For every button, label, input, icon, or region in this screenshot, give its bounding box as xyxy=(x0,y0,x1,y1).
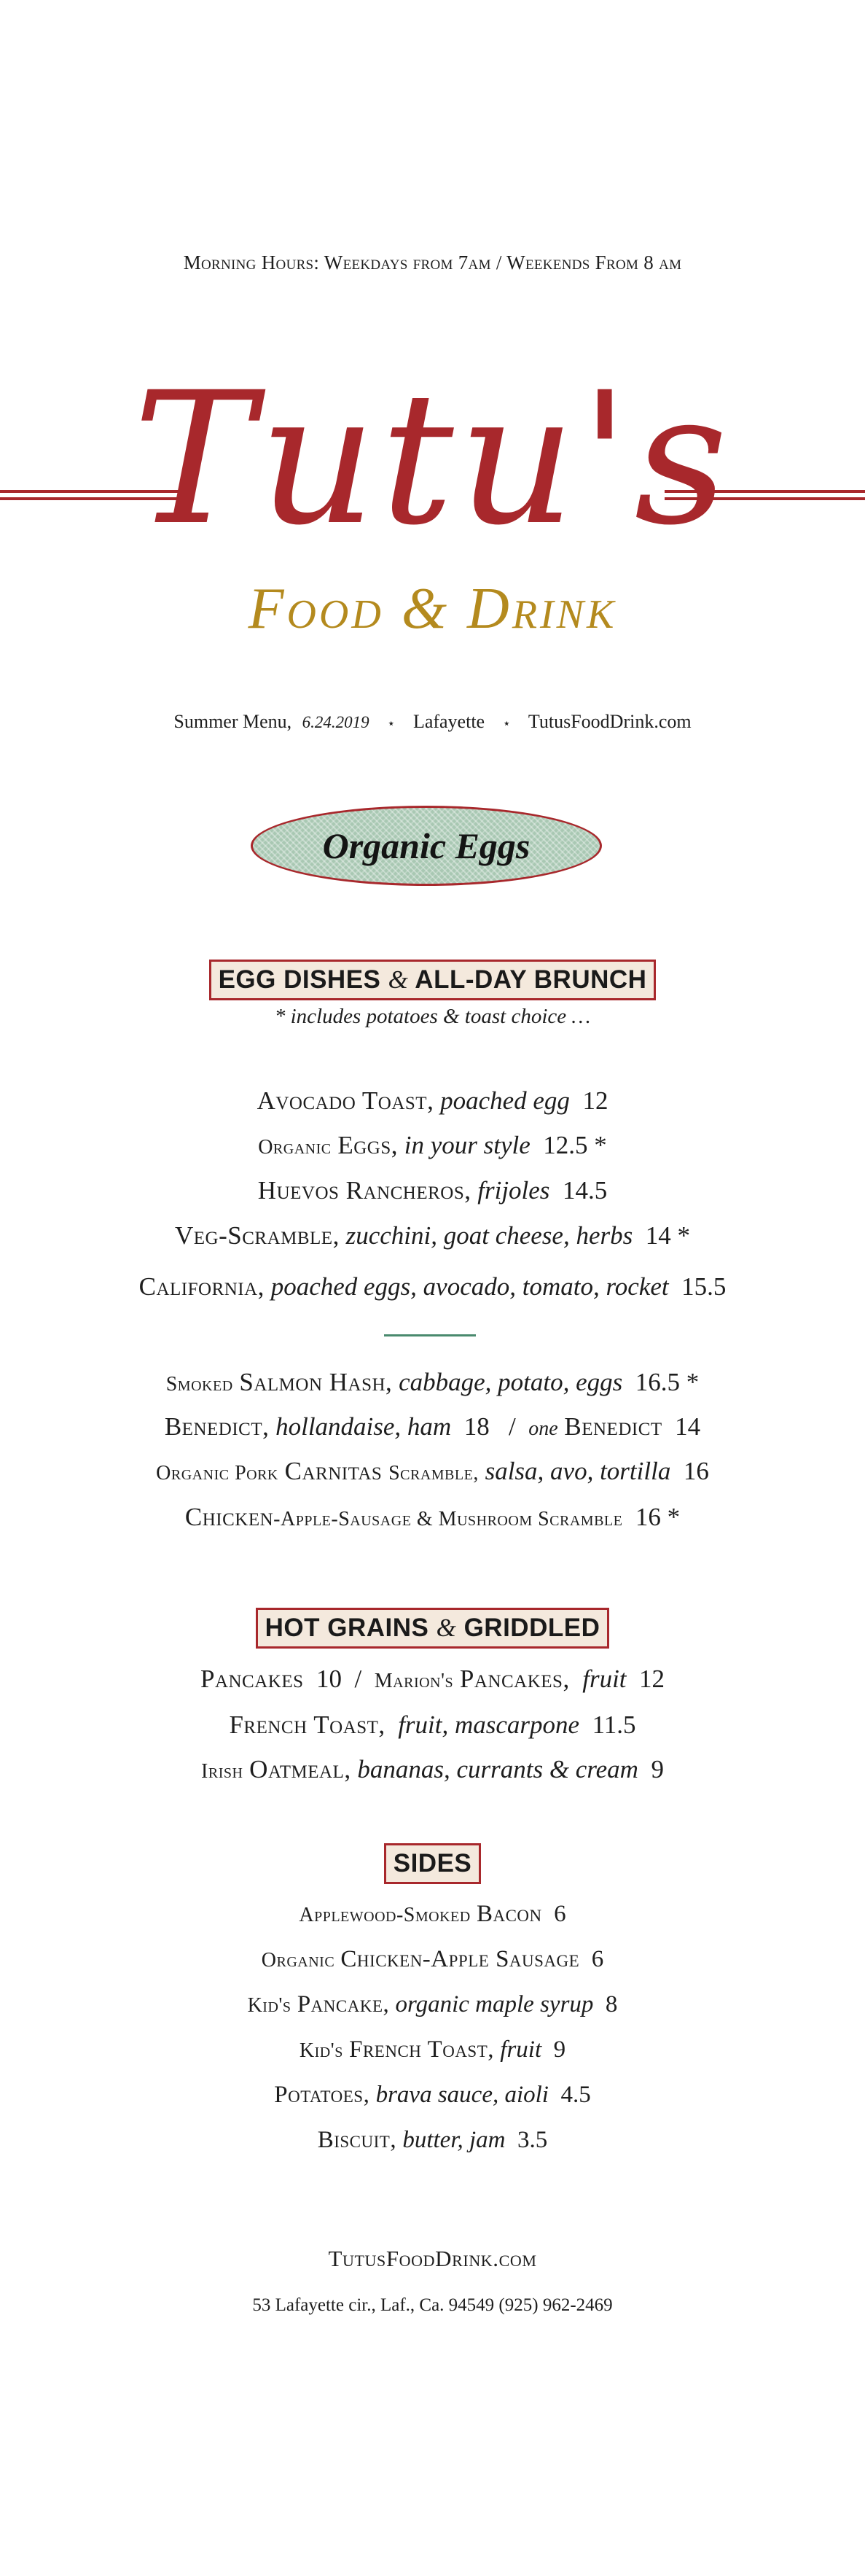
menu-item xyxy=(0,1221,865,1250)
item-name: French Toast, xyxy=(349,2036,495,2063)
star-separator: ⋆ xyxy=(502,715,511,731)
item-description: frijoles xyxy=(477,1176,550,1205)
item-name: Pancake, xyxy=(297,1991,390,2017)
item-price: 3.5 xyxy=(517,2127,548,2153)
item-price: 12 xyxy=(639,1665,665,1693)
item-price: 16 * xyxy=(635,1503,681,1531)
item-name: Chicken-Apple Sausage xyxy=(340,1946,580,1972)
menu-item xyxy=(0,1272,865,1301)
item-name: Bacon xyxy=(476,1901,542,1927)
green-divider xyxy=(384,1334,476,1336)
item-description: fruit xyxy=(582,1665,627,1693)
menu-item xyxy=(0,2082,865,2109)
menu-website: TutusFoodDrink.com xyxy=(528,711,692,732)
section-egg-dishes xyxy=(0,960,865,1000)
menu-item xyxy=(0,1665,865,1694)
item-description: cabbage, potato, eggs xyxy=(399,1368,623,1396)
item-description: poached egg xyxy=(440,1086,570,1115)
menu-item xyxy=(0,1503,865,1532)
item-price: 9 xyxy=(651,1755,664,1783)
item-description: bananas, currants & cream xyxy=(357,1755,638,1783)
section-title-part: HOT GRAINS xyxy=(265,1614,429,1642)
item-prefix: Organic xyxy=(258,1136,332,1159)
item-name: Carnitas xyxy=(284,1457,383,1485)
section-title-box xyxy=(256,1608,610,1649)
item-prefix: Applewood-Smoked xyxy=(299,1904,471,1926)
menu-item xyxy=(0,1412,865,1441)
menu-subline xyxy=(0,711,865,733)
menu-location: Lafayette xyxy=(412,711,485,732)
item-price: 12.5 * xyxy=(543,1131,607,1159)
item-price: 10 xyxy=(316,1665,343,1693)
section-title-part: EGG DISHES xyxy=(218,965,381,994)
item-separator: / xyxy=(508,1412,516,1441)
item-description: zucchini, goat cheese, herbs xyxy=(345,1221,633,1250)
menu-item xyxy=(0,1176,865,1205)
item-price: 8 xyxy=(605,1991,618,2017)
item-prefix: Smoked xyxy=(165,1373,233,1396)
section-title-box xyxy=(209,960,657,1000)
ampersand: & xyxy=(436,1614,457,1642)
menu-item xyxy=(0,1901,865,1928)
menu-date: 6.24.2019 xyxy=(302,713,369,731)
menu-item xyxy=(0,2036,865,2063)
item-prefix: Kid's xyxy=(299,2039,343,2062)
item-price: 18 xyxy=(463,1412,490,1441)
item-name: Chicken xyxy=(184,1503,274,1531)
item-name: Biscuit, xyxy=(317,2127,397,2153)
item-description: fruit, mascarpone xyxy=(398,1711,580,1739)
menu-item xyxy=(0,1755,865,1784)
section-sides xyxy=(0,1843,865,1884)
item-price: 15.5 xyxy=(681,1272,727,1301)
logo-title: Tutu's xyxy=(133,353,732,565)
item-prefix: Organic xyxy=(261,1949,335,1972)
menu-item xyxy=(0,1368,865,1397)
footer-website: TutusFoodDrink.com xyxy=(328,2246,537,2271)
menu-item xyxy=(0,1991,865,2018)
section-title-part: GRIDDLED xyxy=(463,1614,600,1642)
section-title-part: ALL-DAY BRUNCH xyxy=(415,965,647,994)
menu-item xyxy=(0,1711,865,1740)
menu-season: Summer Menu, xyxy=(173,711,292,732)
item-name: Avocado Toast, xyxy=(257,1086,434,1115)
item-price: 12 xyxy=(582,1086,608,1115)
item-name: Oatmeal, xyxy=(249,1755,351,1783)
item-description: butter, jam xyxy=(402,2127,506,2153)
item-price: 16 xyxy=(683,1457,709,1485)
item-price: 9 xyxy=(553,2036,566,2063)
item-price: 14 xyxy=(675,1412,701,1441)
item-price: 6 xyxy=(591,1946,604,1972)
item-price: 6 xyxy=(554,1901,566,1927)
item-description: in your style xyxy=(404,1131,531,1159)
item-description: organic maple syrup xyxy=(395,1991,594,2017)
section-title-box: SIDES xyxy=(384,1843,482,1884)
item-price: 16.5 * xyxy=(635,1368,700,1396)
item-description: salsa, avo, tortilla xyxy=(485,1457,671,1485)
ampersand: & xyxy=(388,965,409,994)
star-separator: ⋆ xyxy=(387,715,396,731)
item-name: Eggs, xyxy=(337,1131,398,1159)
item-description: poached eggs, avocado, tomato, rocket xyxy=(270,1272,669,1301)
item-name: Huevos Rancheros, xyxy=(257,1176,471,1205)
item-name: Pancakes, xyxy=(459,1665,570,1693)
item-prefix: Organic Pork xyxy=(156,1462,278,1484)
item-price: 4.5 xyxy=(560,2082,591,2108)
menu-item xyxy=(0,1457,865,1486)
footer-address: 53 Lafayette cir., Laf., Ca. 94549 (925) 962-2469 xyxy=(252,2295,613,2315)
item-description: brava sauce, aioli xyxy=(375,2082,549,2108)
menu-item xyxy=(0,2127,865,2154)
item-name: Veg-Scramble, xyxy=(175,1221,340,1250)
item-name: Pancakes xyxy=(200,1665,304,1693)
item-prefix: Marion's xyxy=(374,1670,454,1692)
item-price: 14.5 xyxy=(562,1176,608,1205)
item-name: French Toast, xyxy=(229,1711,385,1739)
menu-item xyxy=(0,1131,865,1160)
item-price: 14 * xyxy=(645,1221,690,1250)
item-separator: / xyxy=(354,1665,362,1693)
item-prefix: Irish xyxy=(201,1760,243,1783)
menu-item xyxy=(0,1946,865,1973)
item-description: fruit xyxy=(500,2036,542,2063)
item-price: 11.5 xyxy=(592,1711,636,1739)
item-name: Salmon Hash, xyxy=(239,1368,393,1396)
item-prefix: -Apple-Sausage & Mushroom Scramble xyxy=(273,1508,623,1530)
item-name: Benedict xyxy=(564,1412,662,1441)
item-prefix: Kid's xyxy=(247,1994,291,2017)
section-note: * includes potatoes & toast choice … xyxy=(274,1005,591,1028)
item-description: hollandaise, ham xyxy=(275,1412,452,1441)
morning-hours: Morning Hours: Weekdays from 7am / Weekends From 8 am xyxy=(183,252,682,273)
item-name: Potatoes, xyxy=(274,2082,370,2108)
item-prefix: Scramble, xyxy=(388,1462,479,1484)
logo-subtitle: Food & Drink xyxy=(248,577,617,641)
section-hot-grains xyxy=(0,1608,865,1649)
item-description: one xyxy=(528,1417,558,1440)
item-name: California, xyxy=(138,1272,265,1301)
menu-item xyxy=(0,1086,865,1116)
item-name: Benedict, xyxy=(164,1412,270,1441)
organic-eggs-badge: Organic Eggs xyxy=(251,806,602,886)
